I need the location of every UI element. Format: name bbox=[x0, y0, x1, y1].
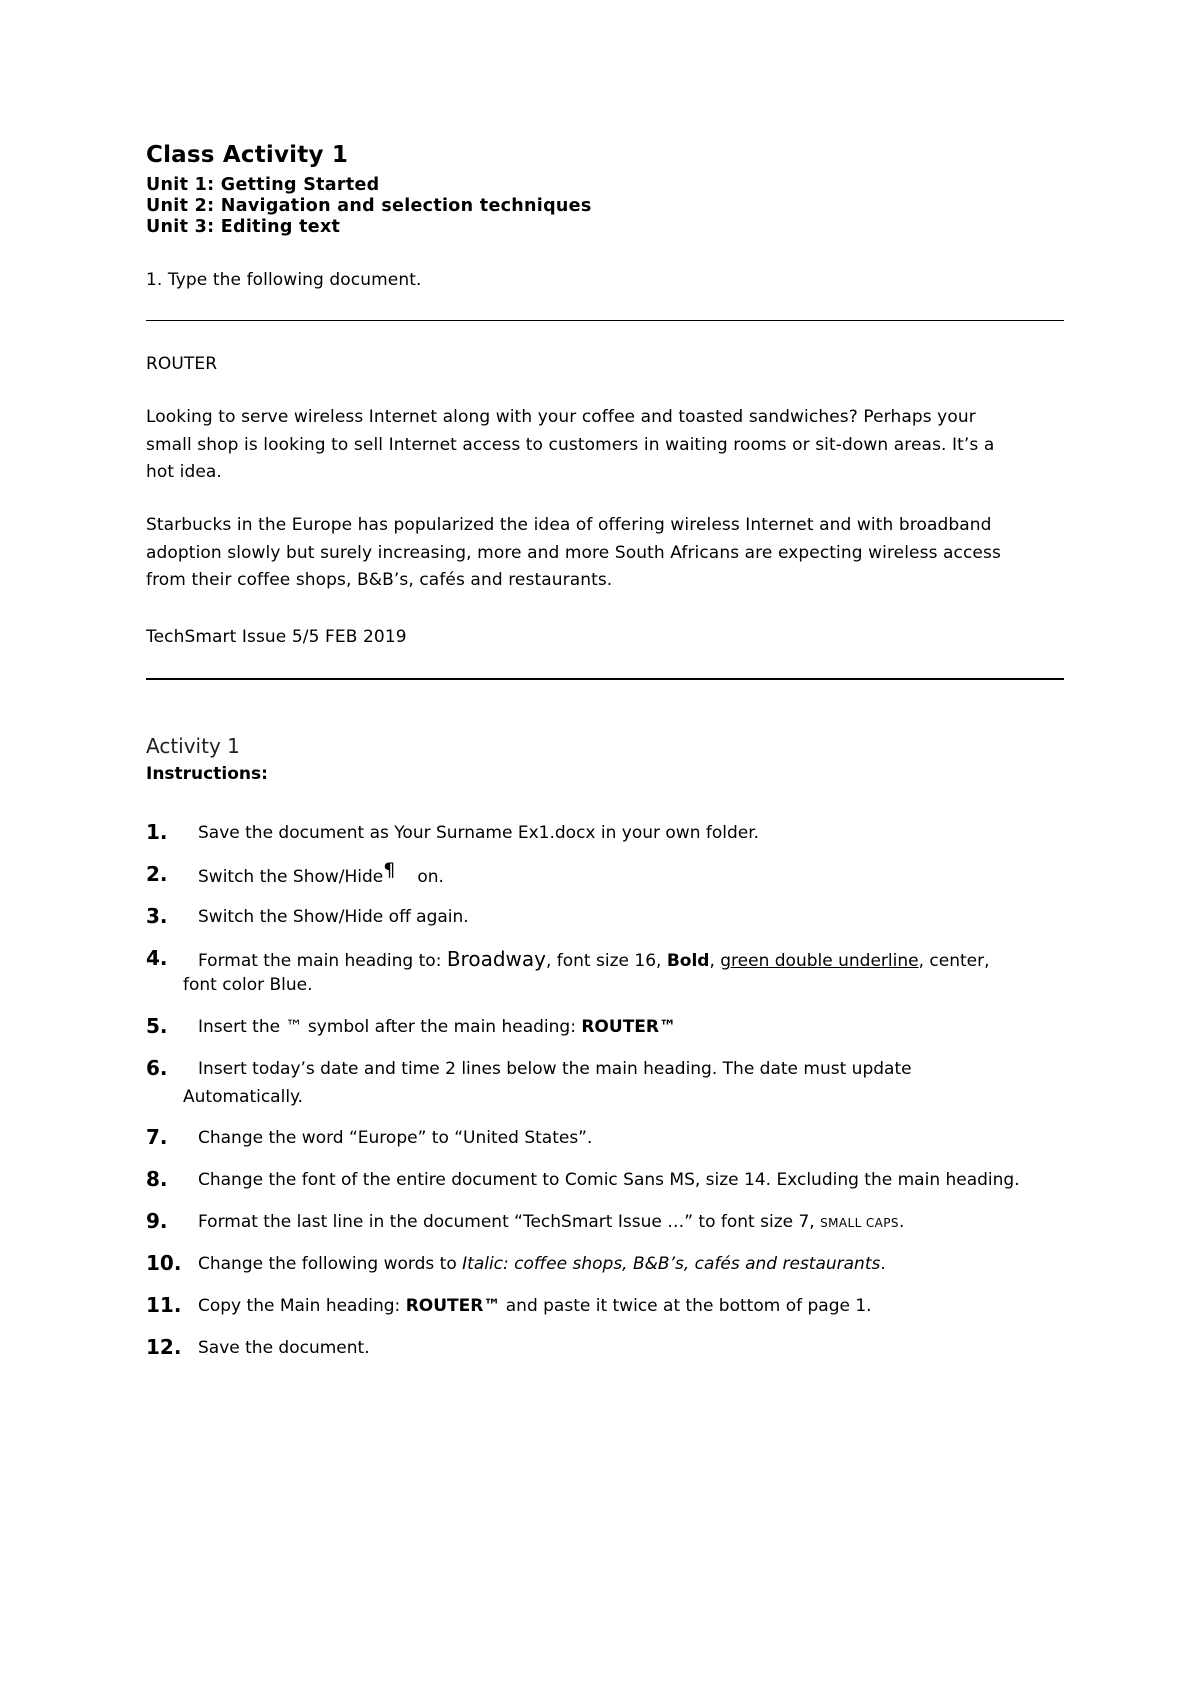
unit-3-line: Unit 3: Editing text bbox=[146, 217, 341, 237]
item-number: 6. bbox=[146, 1056, 168, 1080]
item-text: and paste it twice at the bottom of page 1. bbox=[500, 1296, 872, 1316]
paragraph-2 bbox=[146, 512, 1001, 595]
paragraph-2-line: adoption slowly but surely increasing, more and more South Africans are expecting wireless access bbox=[146, 542, 1001, 563]
instruction-item: Insert today’s date and time 2 lines below the main heading. The date must update bbox=[198, 1059, 912, 1079]
item-text: Change the following words to bbox=[198, 1254, 463, 1274]
item-text: Insert the ™ symbol after the main heading: bbox=[198, 1017, 582, 1037]
paragraph-1 bbox=[146, 404, 994, 487]
underlined-text: green double underline bbox=[720, 951, 919, 971]
item-number: 1. bbox=[146, 820, 168, 844]
instruction-item bbox=[198, 947, 990, 971]
instruction-item-continuation: Automatically. bbox=[183, 1087, 304, 1107]
item-text: Switch the Show/Hide bbox=[198, 867, 384, 887]
item-number: 2. bbox=[146, 862, 168, 886]
bold-text: ROUTER™ bbox=[581, 1017, 676, 1037]
item-text: . bbox=[880, 1254, 886, 1274]
paragraph-1-line: hot idea. bbox=[146, 462, 222, 482]
instruction-item bbox=[198, 859, 444, 887]
item-number: 3. bbox=[146, 904, 168, 928]
instruction-item: Save the document. bbox=[198, 1338, 370, 1358]
step-1-instruction: 1. Type the following document. bbox=[146, 270, 422, 290]
paragraph-1-line: small shop is looking to sell Internet access to customers in waiting rooms or sit-down areas. It’s a bbox=[146, 434, 995, 455]
document-heading: ROUTER bbox=[146, 354, 218, 374]
pilcrow-icon: ¶ bbox=[383, 859, 396, 881]
unit-1-line: Unit 1: Getting Started bbox=[146, 175, 380, 195]
font-name-text: Broadway bbox=[446, 947, 546, 971]
paragraph-2-line: Starbucks in the Europe has popularized the idea of offering wireless Internet and with broadband bbox=[146, 515, 992, 535]
item-text: . bbox=[898, 1212, 905, 1232]
item-text: on. bbox=[417, 867, 444, 887]
item-number: 5. bbox=[146, 1014, 168, 1038]
activity-title: Activity 1 bbox=[146, 734, 240, 758]
document-footer-line: TechSmart Issue 5/5 FEB 2019 bbox=[146, 627, 407, 647]
bold-text: ROUTER™ bbox=[405, 1296, 501, 1316]
paragraph-2-line: from their coffee shops, B&B’s, cafés and restaurants. bbox=[146, 570, 613, 590]
instruction-item-continuation: font color Blue. bbox=[183, 975, 313, 995]
instruction-item: Change the word “Europe” to “United States”. bbox=[198, 1128, 593, 1148]
bottom-divider bbox=[146, 678, 1064, 680]
bold-word: Bold bbox=[666, 951, 710, 971]
instruction-item bbox=[198, 1296, 872, 1316]
instruction-item: Save the document as Your Surname Ex1.docx in your own folder. bbox=[198, 823, 760, 843]
page-title: Class Activity 1 bbox=[146, 142, 349, 168]
item-text: Format the last line in the document “TechSmart Issue …” to font size 7, bbox=[198, 1212, 821, 1232]
top-divider bbox=[146, 320, 1064, 321]
paragraph-1-line: Looking to serve wireless Internet along with your coffee and toasted sandwiches? Perhaps your bbox=[146, 407, 976, 427]
item-number: 11. bbox=[146, 1293, 182, 1317]
instructions-label: Instructions: bbox=[146, 764, 268, 784]
small-caps-text: SMALL CAPS bbox=[820, 1216, 899, 1230]
instruction-item bbox=[198, 1017, 676, 1037]
item-number: 10. bbox=[146, 1251, 182, 1275]
unit-2-line: Unit 2: Navigation and selection techniques bbox=[146, 196, 592, 216]
item-text: Copy the Main heading: bbox=[198, 1296, 406, 1316]
item-text: Format the main heading to: bbox=[198, 951, 447, 971]
item-number: 8. bbox=[146, 1167, 168, 1191]
item-text: , font size 16, bbox=[545, 951, 667, 971]
item-number: 7. bbox=[146, 1125, 168, 1149]
item-number: 4. bbox=[146, 946, 168, 970]
italic-text: Italic: coffee shops, B&B’s, cafés and restaurants bbox=[462, 1254, 881, 1274]
item-text: , bbox=[709, 951, 721, 971]
instruction-item bbox=[198, 1212, 904, 1232]
item-text: , center, bbox=[918, 951, 990, 971]
instruction-item: Change the font of the entire document to Comic Sans MS, size 14. Excluding the main heading. bbox=[198, 1170, 1020, 1190]
instruction-item bbox=[198, 1254, 886, 1274]
instruction-item: Switch the Show/Hide off again. bbox=[198, 907, 469, 927]
item-number: 9. bbox=[146, 1209, 168, 1233]
item-number: 12. bbox=[146, 1335, 182, 1359]
